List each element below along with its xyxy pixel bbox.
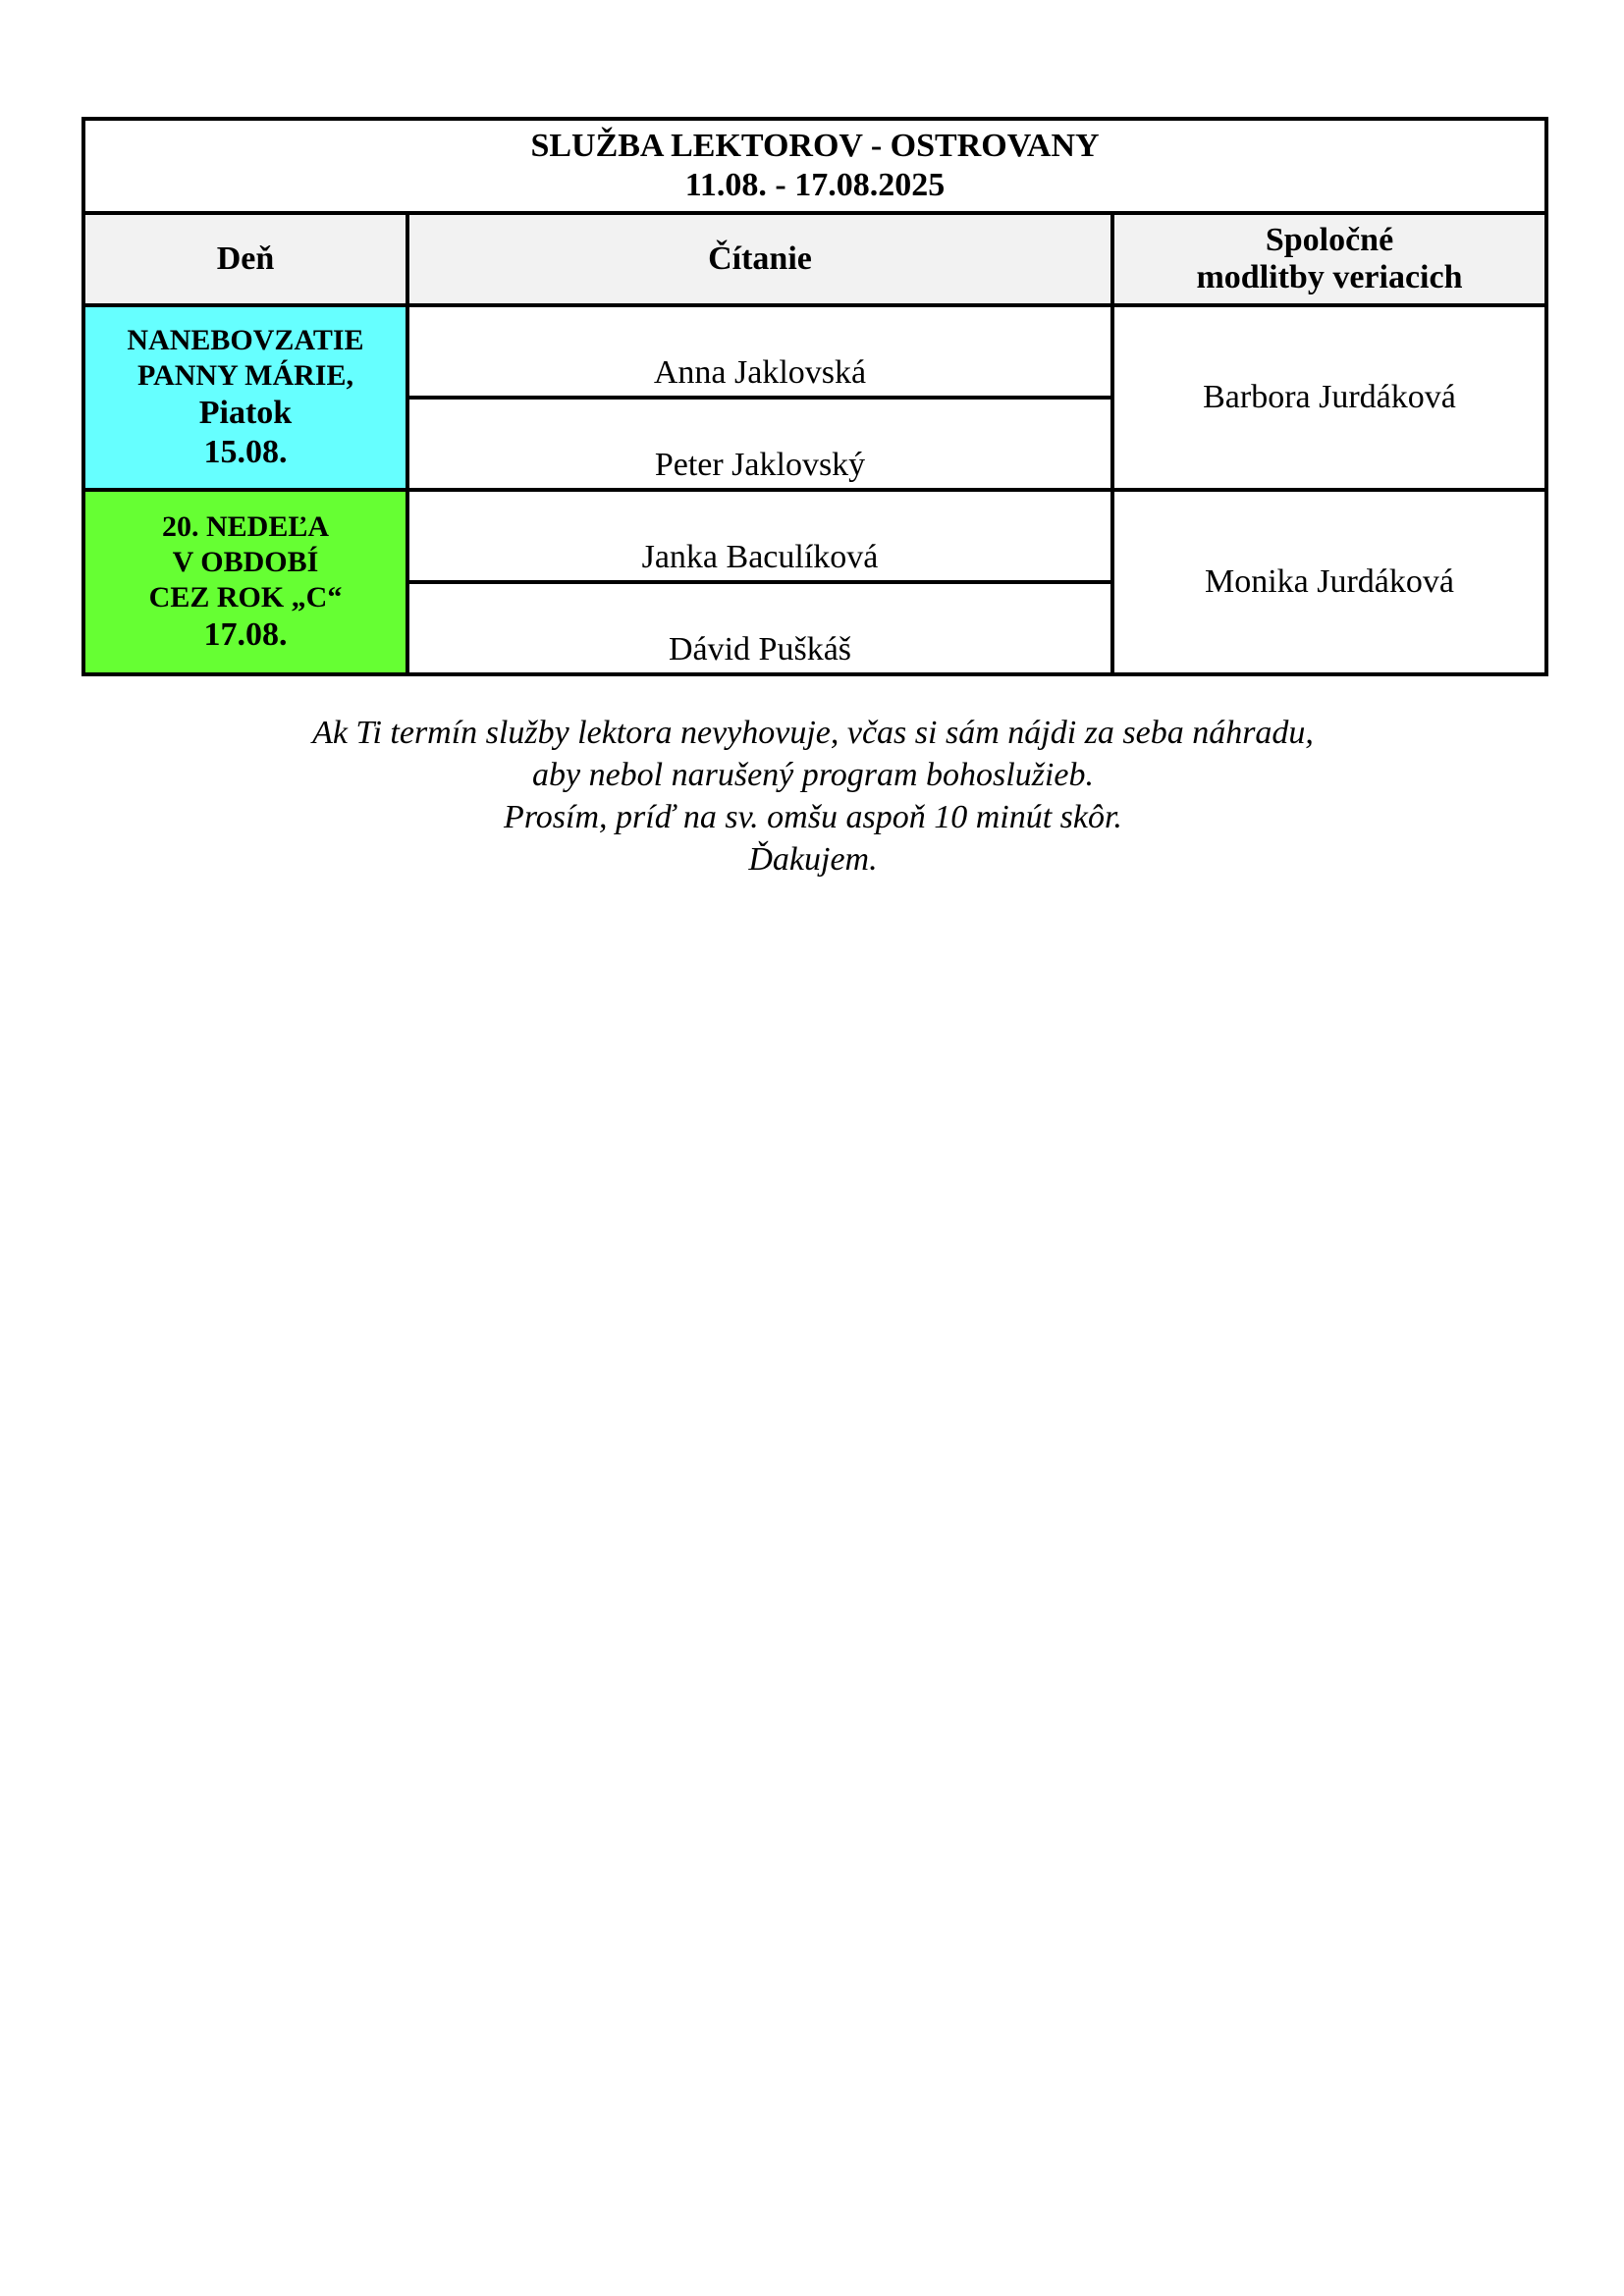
day-line: V OBDOBÍ — [172, 546, 319, 578]
day-line: NANEBOVZATIE — [127, 324, 364, 356]
prayers-cell — [1112, 490, 1546, 674]
column-header-day: Deň — [83, 213, 407, 305]
title-row — [83, 119, 1546, 213]
prayers-name: Monika Jurdáková — [1204, 563, 1454, 600]
footer-note — [81, 712, 1544, 881]
reader-cell — [407, 490, 1112, 582]
prayers-cell — [1112, 305, 1546, 490]
column-header-reading: Čítanie — [407, 213, 1112, 305]
day-line: Piatok — [198, 395, 293, 431]
footer-line: aby nebol narušený program bohoslužieb. — [532, 757, 1094, 793]
day-date: 17.08. — [203, 616, 288, 653]
schedule-title: SLUŽBA LEKTOROV - OSTROVANY — [530, 128, 1100, 164]
footer-line: Ďakujem. — [748, 841, 878, 878]
table-row — [83, 490, 1546, 582]
header-row — [83, 213, 1546, 305]
reader-cell — [407, 398, 1112, 490]
day-date: 15.08. — [203, 434, 288, 470]
column-header-prayers-line1: Spoločné — [1265, 222, 1394, 258]
day-line: CEZ ROK „C“ — [148, 581, 343, 614]
day-cell — [83, 490, 407, 674]
footer-line: Prosím, príď na sv. omšu aspoň 10 minút skôr. — [504, 799, 1122, 835]
day-line: PANNY MÁRIE, — [137, 359, 353, 392]
reader-cell — [407, 582, 1112, 674]
day-cell — [83, 305, 407, 490]
table-row — [83, 305, 1546, 398]
schedule-date-range: 11.08. - 17.08.2025 — [684, 167, 946, 203]
reader-name: Dávid Puškáš — [668, 631, 852, 667]
reader-name: Anna Jaklovská — [653, 354, 867, 391]
reader-name: Janka Baculíková — [641, 539, 879, 575]
column-header-prayers — [1112, 213, 1546, 305]
day-line: 20. NEDEĽA — [161, 510, 330, 543]
footer-line: Ak Ti termín služby lektora nevyhovuje, včas si sám nájdi za seba náhradu, — [312, 715, 1314, 751]
reader-cell — [407, 305, 1112, 398]
table-title — [83, 119, 1546, 213]
prayers-name: Barbora Jurdáková — [1203, 379, 1456, 415]
column-header-prayers-line2: modlitby veriacich — [1196, 259, 1463, 295]
lector-schedule-table — [81, 117, 1548, 676]
reader-name: Peter Jaklovský — [654, 447, 866, 483]
